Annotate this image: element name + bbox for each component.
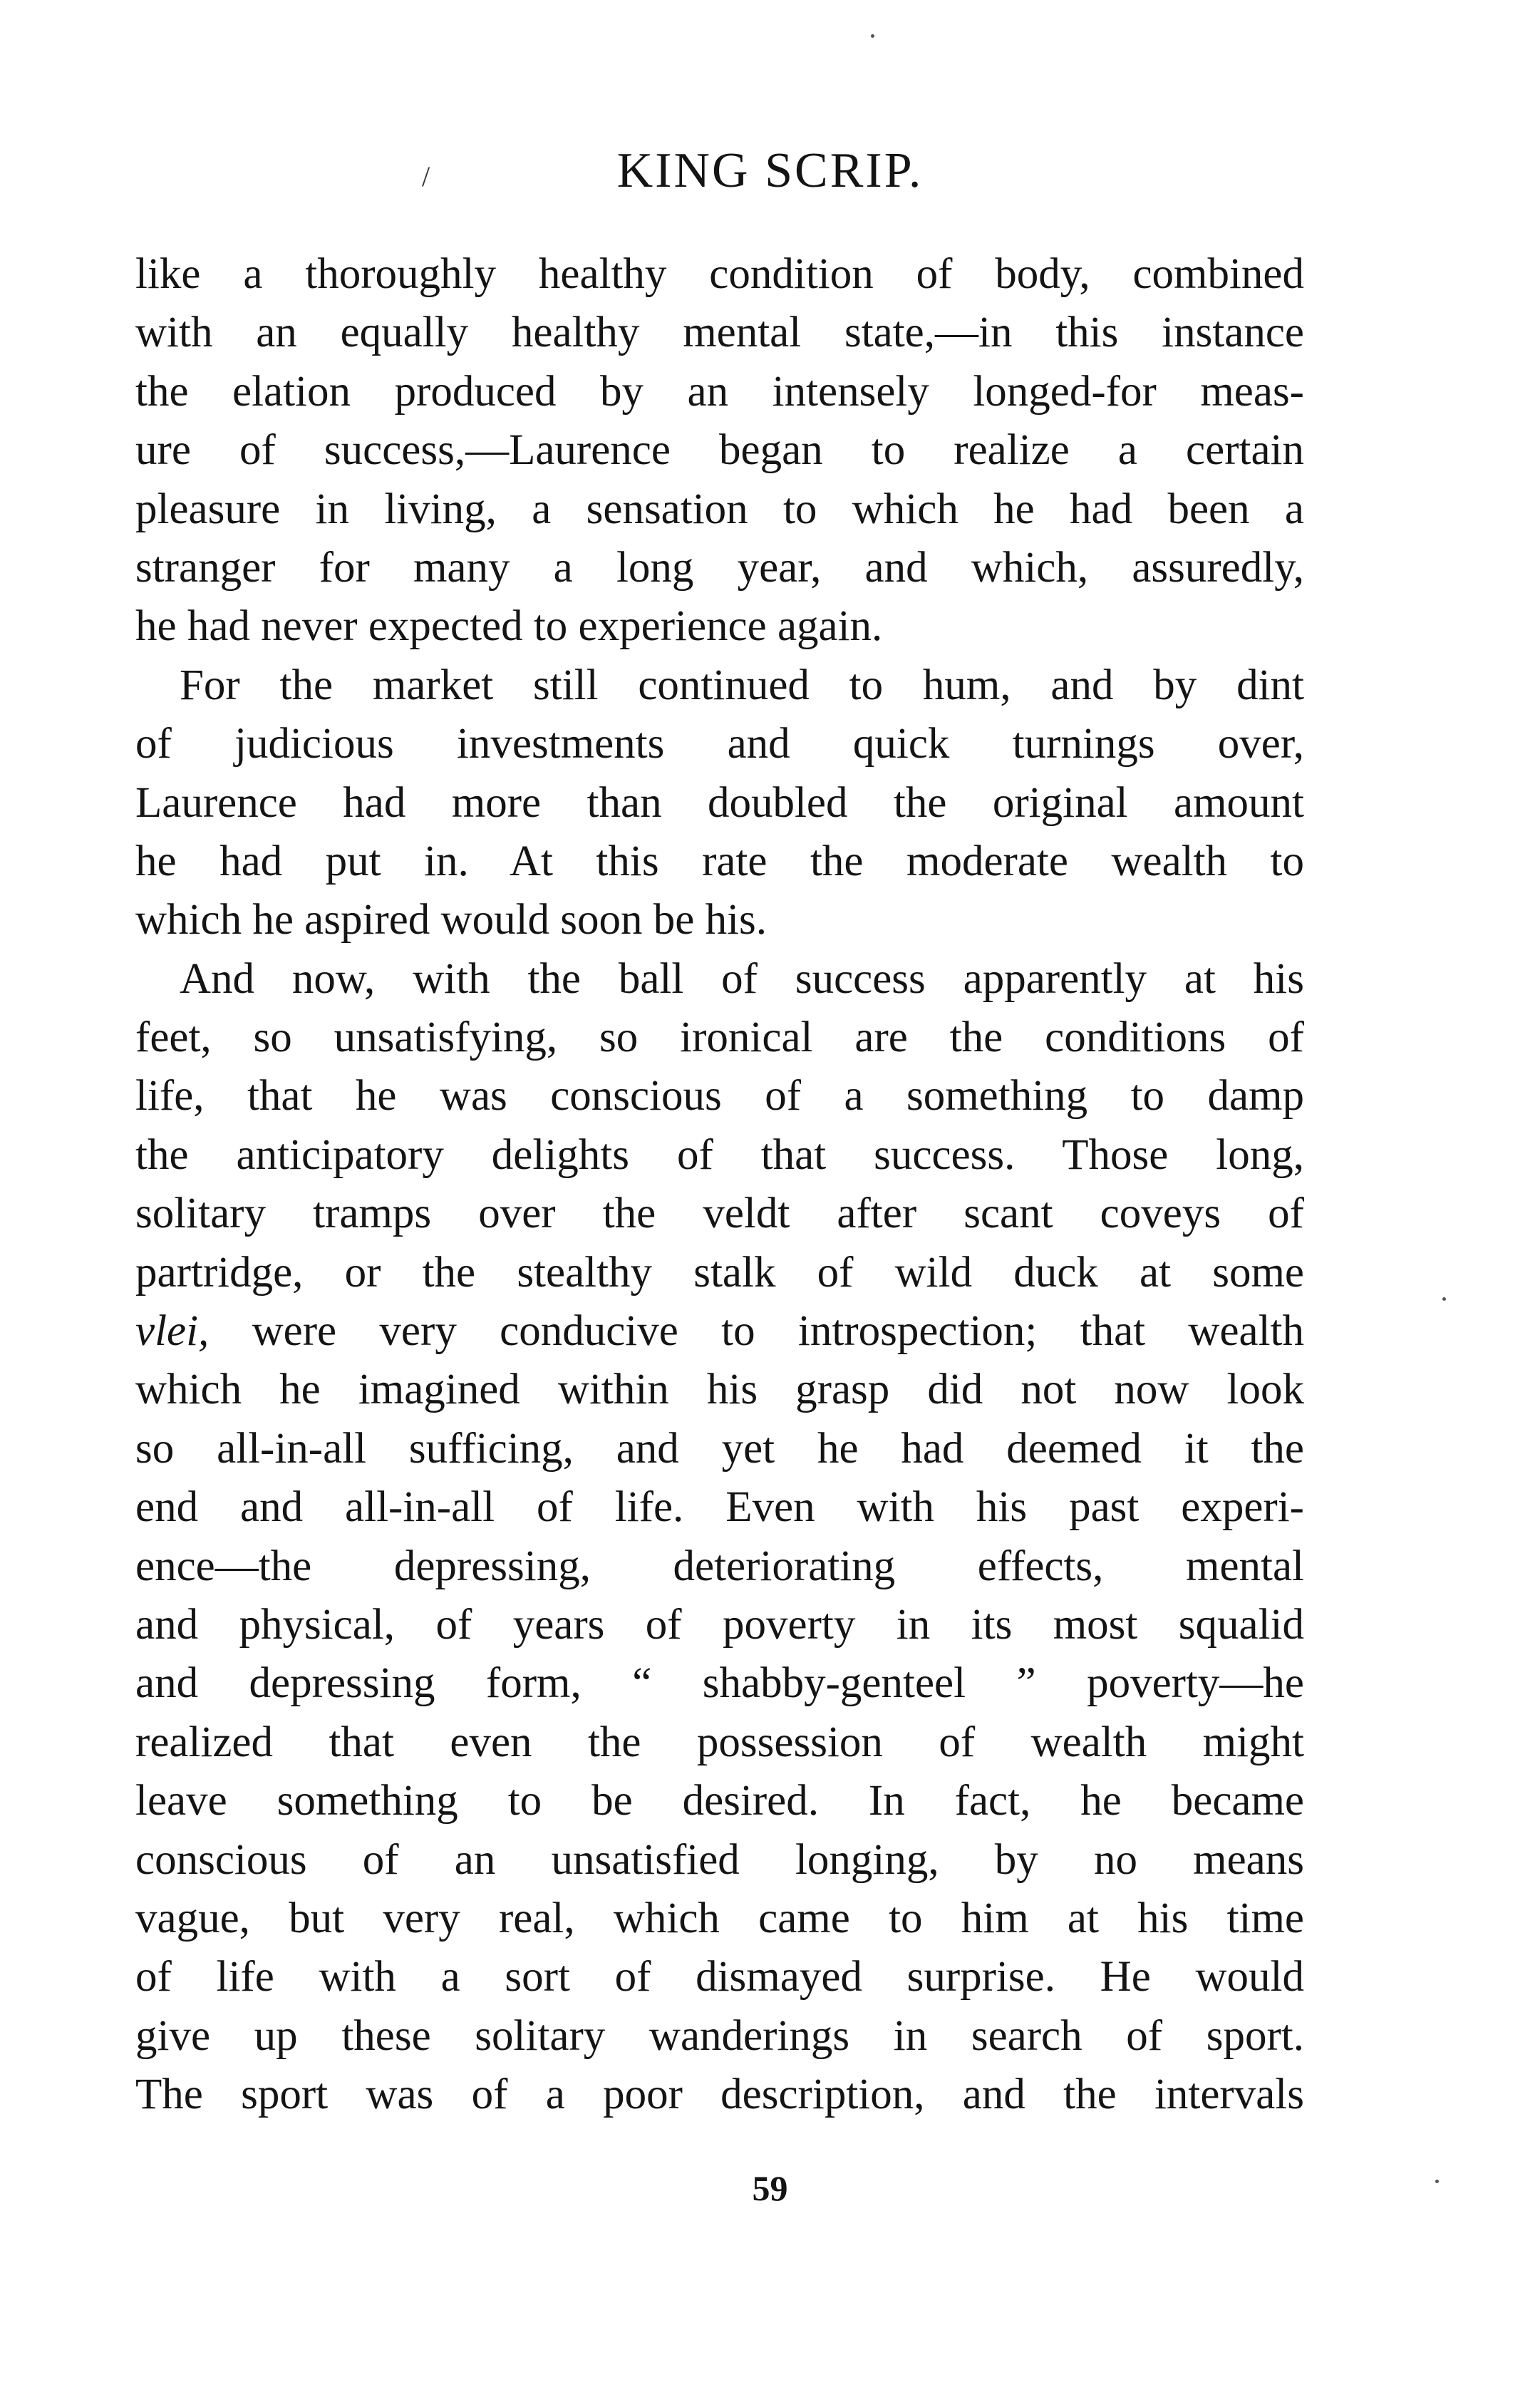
- paper-speck: [1435, 2180, 1439, 2183]
- stray-mark: /: [422, 160, 430, 192]
- italic-word: vlei,: [135, 1307, 210, 1356]
- text-line: pleasure in living, a sensation to which he had been a: [135, 485, 1304, 533]
- text-line-with-italic: [135, 1302, 1304, 1361]
- text-line: which he imagined within his grasp did not now look: [135, 1366, 1304, 1414]
- body-text: [135, 245, 1304, 2125]
- text-line: give up these solitary wanderings in search of sport.: [135, 2011, 1304, 2060]
- text-line: partridge, or the stealthy stalk of wild duck at some: [135, 1248, 1304, 1296]
- text-line: The sport was of a poor description, and the intervals: [135, 2071, 1304, 2119]
- text-line: so all-in-all sufficing, and yet he had deemed it the: [135, 1424, 1304, 1473]
- paper-speck: [871, 34, 874, 38]
- text-line: stranger for many a long year, and which, assuredly,: [135, 543, 1304, 592]
- text-line: ure of success,—Laurence began to realize a certain: [135, 426, 1304, 475]
- text-line: he had put in. At this rate the moderate wealth to: [135, 837, 1304, 885]
- text-line: feet, so unsatisfying, so ironical are the conditions of: [135, 1014, 1304, 1062]
- text-line: the elation produced by an intensely longed-for meas-: [135, 367, 1304, 416]
- text-line: And now, with the ball of success apparently at his: [180, 954, 1304, 1003]
- text-line: and depressing form, “ shabby-genteel ” poverty—he: [135, 1659, 1304, 1708]
- running-title: KING SCRIP.: [616, 143, 924, 198]
- paper-speck: [1442, 1297, 1446, 1301]
- page-number: 59: [752, 2168, 788, 2208]
- text-line: Laurence had more than doubled the original amount: [135, 778, 1304, 827]
- text-line: end and all-in-all of life. Even with his past experi-: [135, 1483, 1304, 1532]
- text-line: he had never expected to experience again.: [135, 602, 883, 651]
- text-line: the anticipatory delights of that success. Those long,: [135, 1130, 1304, 1179]
- text-line: vague, but very real, which came to him at his time: [135, 1894, 1304, 1942]
- text-line: with an equally healthy mental state,—in this instance: [135, 309, 1304, 357]
- text-line: For the market still continued to hum, and by dint: [180, 661, 1304, 709]
- text-line: like a thoroughly healthy condition of body, combined: [135, 250, 1304, 298]
- text-line: of judicious investments and quick turnings over,: [135, 720, 1304, 768]
- text-line: realized that even the possession of wealth might: [135, 1718, 1304, 1766]
- text-line: and physical, of years of poverty in its most squalid: [135, 1600, 1304, 1649]
- text-line: ence—the depressing, deteriorating effects, mental: [135, 1542, 1304, 1590]
- text-line: leave something to be desired. In fact, he became: [135, 1777, 1304, 1825]
- text-line: of life with a sort of dismayed surprise. He would: [135, 1953, 1304, 2001]
- text-line: which he aspired would soon be his.: [135, 896, 768, 944]
- text-line: conscious of an unsatisfied longing, by no means: [135, 1835, 1304, 1884]
- text-line: life, that he was conscious of a something to damp: [135, 1072, 1304, 1120]
- text-line-rest: were very conducive to introspection; that wealth: [252, 1307, 1305, 1356]
- text-line: solitary tramps over the veldt after scant coveys of: [135, 1190, 1304, 1238]
